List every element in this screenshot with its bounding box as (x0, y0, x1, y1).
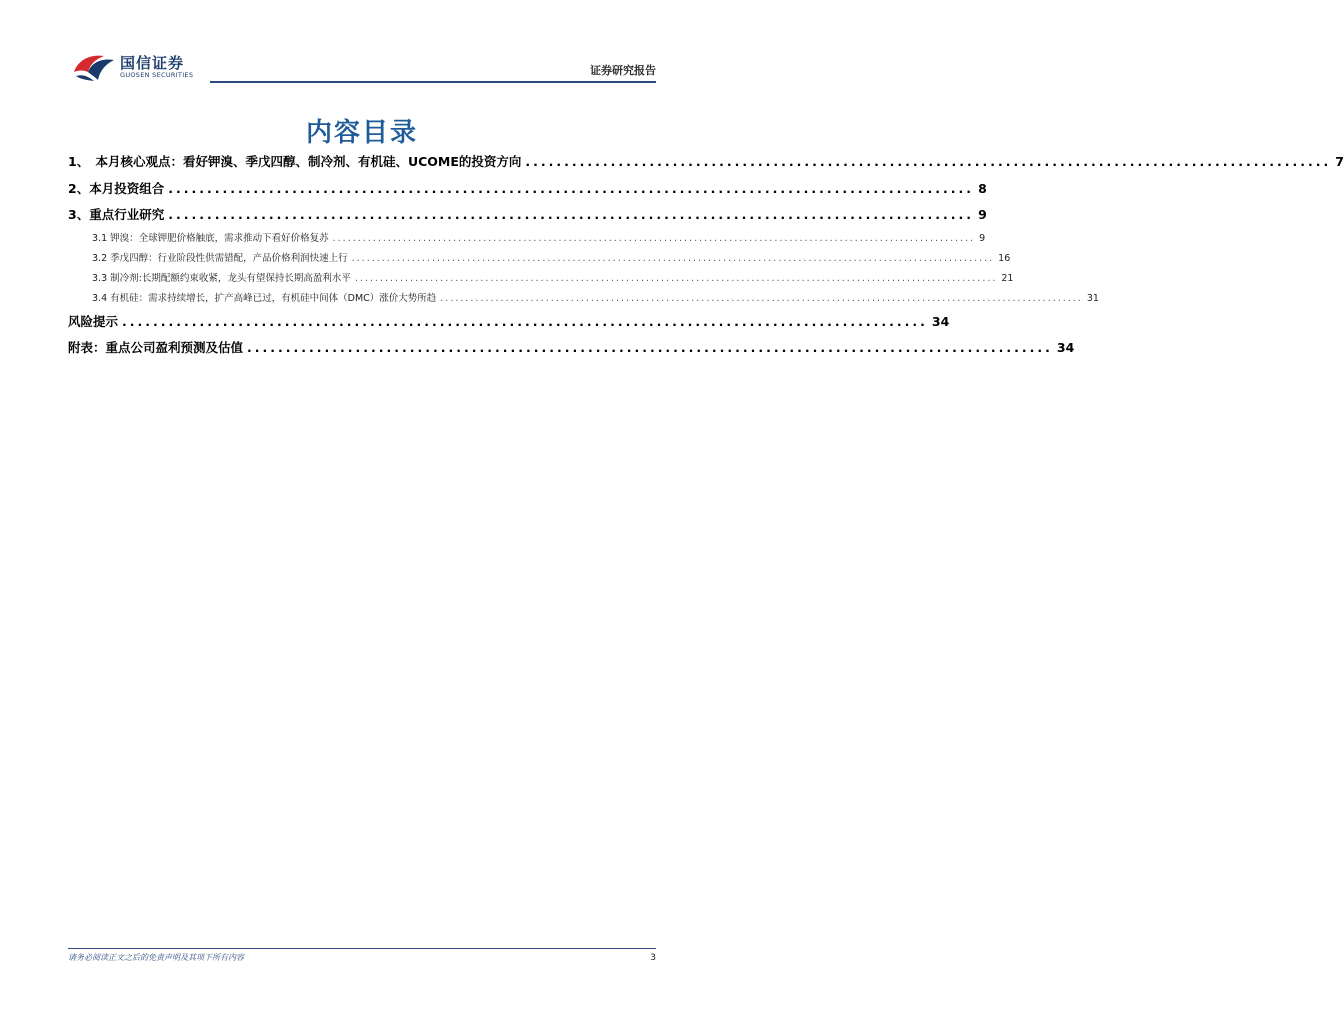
toc-leader-dots: ................................................................................................................................ (351, 253, 995, 264)
toc-entry-label: 2、本月投资组合 (68, 181, 165, 196)
toc-entry[interactable] (68, 312, 950, 330)
toc-entry-page: 9 (978, 207, 987, 222)
toc-entry-page: 16 (998, 253, 1011, 264)
toc-leader-dots: ........................................................................................................ (525, 154, 1332, 169)
logo-english-name: GUOSEN SECURITIES (120, 71, 194, 79)
toc-entry-label: 风险提示 (68, 314, 119, 329)
toc-subentry[interactable] (92, 250, 1011, 264)
toc-entry[interactable] (68, 179, 987, 197)
toc-leader-dots: ........................................................................................................ (247, 340, 1053, 355)
toc-entry-label: 3.2 季戊四醇：行业阶段性供需错配，产品价格利润快速上行 (92, 253, 348, 264)
page-number: 3 (650, 953, 656, 963)
footer-disclaimer: 请务必阅读正文之后的免责声明及其项下所有内容 (68, 953, 244, 962)
toc-entry-page: 7 (1335, 154, 1344, 169)
toc-subentry[interactable] (92, 230, 986, 244)
toc-subentry[interactable] (92, 290, 1099, 304)
toc-subentry[interactable] (92, 270, 1014, 284)
toc-leader-dots: ................................................................................................................................ (440, 293, 1083, 304)
toc-entry-page: 9 (979, 233, 986, 244)
toc-leader-dots: ................................................................................................................................ (354, 273, 998, 284)
toc-entry-label: 3.3 制冷剂:长期配额约束收紧，龙头有望保持长期高盈利水平 (92, 273, 351, 284)
guosen-logo-icon (70, 50, 118, 84)
toc-entry-page: 31 (1086, 293, 1099, 304)
toc-leader-dots: ................................................................................................................................ (332, 233, 976, 244)
toc-entry-label: 3.1 钾溴：全球钾肥价格触底，需求推动下看好价格复苏 (92, 233, 329, 244)
toc-title: 内容目录 (305, 118, 418, 148)
toc-entry-label: 3.4 有机硅：需求持续增长，扩产高峰已过，有机硅中间体（DMC）涨价大势所趋 (92, 293, 437, 304)
toc-leader-dots: ........................................................................................................ (168, 181, 975, 196)
toc-entry[interactable] (68, 152, 1344, 170)
guosen-logo (70, 50, 210, 84)
page-header (0, 0, 724, 84)
toc-entry-page: 34 (931, 314, 950, 329)
toc-entry-label: 1、 本月核心观点：看好钾溴、季戊四醇、制冷剂、有机硅、UCOME的投资方向 (68, 154, 522, 169)
toc-leader-dots: ........................................................................................................ (122, 314, 928, 329)
footer-divider (68, 948, 656, 949)
report-type-label: 证券研究报告 (590, 64, 656, 77)
toc-entry-page: 34 (1056, 340, 1075, 355)
toc-entry[interactable] (68, 205, 987, 223)
toc-entry-label: 附表：重点公司盈利预测及估值 (68, 340, 244, 355)
toc-entry-page: 8 (978, 181, 987, 196)
toc-entry[interactable] (68, 338, 1075, 356)
header-divider (210, 81, 656, 83)
toc-entry-page: 21 (1001, 273, 1014, 284)
logo-chinese-name: 国信证券 (120, 54, 185, 72)
toc-entry-label: 3、重点行业研究 (68, 207, 165, 222)
toc-leader-dots: ........................................................................................................ (168, 207, 975, 222)
